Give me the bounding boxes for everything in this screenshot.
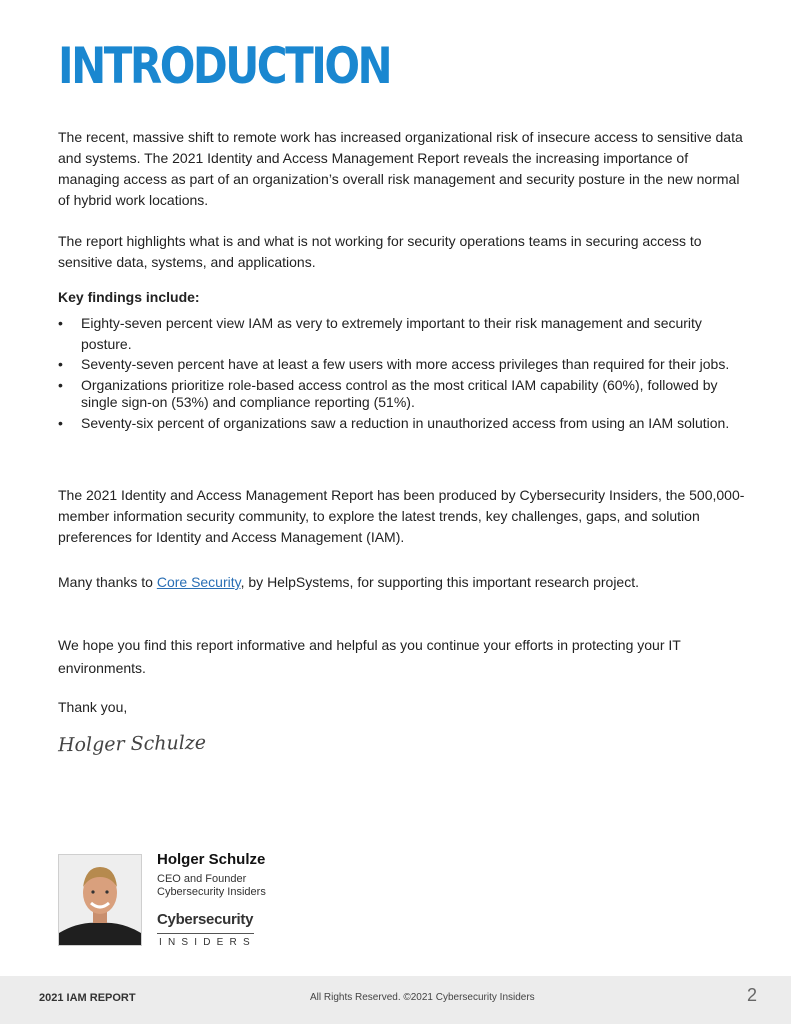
report-name: 2021 IAM REPORT xyxy=(39,992,136,1004)
list-item xyxy=(58,377,748,411)
page-footer xyxy=(0,976,791,1024)
key-findings-list xyxy=(58,313,748,436)
thanks-paragraph xyxy=(58,571,748,594)
list-item xyxy=(58,313,748,355)
highlights-paragraph: The report highlights what is and what is not working for security operations teams in securing access to sensitive data, systems, and applications. xyxy=(58,233,702,270)
finding-text: Organizations prioritize role-based access control as the most critical IAM capability (60%), followed by single sign-on (53%) and compliance reporting (51%). xyxy=(81,377,718,410)
thanks-text-after: , by HelpSystems, for supporting this important research project. xyxy=(240,574,640,590)
person-portrait-icon xyxy=(59,855,141,945)
copyright-text: All Rights Reserved. ©2021 Cybersecurity Insiders xyxy=(310,992,535,1003)
key-findings-heading: Key findings include: xyxy=(58,289,200,305)
author-name: Holger Schulze xyxy=(157,851,266,868)
page-number: 2 xyxy=(747,985,758,1005)
handwritten-signature: Holger Schulze xyxy=(57,731,207,757)
produced-paragraph: The 2021 Identity and Access Management Report has been produced by Cybersecurity Insiders, the 500,000-member information security community, to explore the latest trends, key challenges, gaps, and solution preferences for Identity and Access Management (IAM). xyxy=(58,487,745,545)
author-photo xyxy=(58,854,142,946)
hope-paragraph: We hope you find this report informative and helpful as you continue your efforts in protecting your IT environments. xyxy=(58,637,681,676)
bullet-icon: • xyxy=(58,356,63,372)
page-title: INTRODUCTION xyxy=(58,37,391,95)
bullet-icon: • xyxy=(58,415,63,431)
intro-paragraph: The recent, massive shift to remote work has increased organizational risk of insecure access to sensitive data and systems. The 2021 Identity and Access Management Report reveals the increasing importance of managing access as part of an organization’s overall risk management and security posture in the new normal of hybrid work locations. xyxy=(58,129,743,208)
logo-divider xyxy=(157,933,254,934)
list-item xyxy=(58,356,748,373)
finding-text: Eighty-seven percent view IAM as very to extremely important to their risk management and security posture. xyxy=(81,315,702,352)
author-organization: Cybersecurity Insiders xyxy=(157,886,266,898)
finding-text: Seventy-seven percent have at least a few users with more access privileges than required for their jobs. xyxy=(81,356,730,372)
bullet-icon: • xyxy=(58,377,63,393)
finding-text: Seventy-six percent of organizations saw a reduction in unauthorized access from using an IAM solution. xyxy=(81,415,730,431)
bullet-icon: • xyxy=(58,315,63,331)
thanks-text-before: Many thanks to xyxy=(58,574,157,590)
cybersecurity-logo-word: Cybersecurity xyxy=(157,911,254,928)
author-role: CEO and Founder xyxy=(157,873,247,885)
core-security-link[interactable]: Core Security xyxy=(156,574,241,590)
insiders-logo-subtitle: INSIDERS xyxy=(159,937,256,948)
list-item xyxy=(58,415,748,432)
closing-text: Thank you, xyxy=(58,699,128,715)
